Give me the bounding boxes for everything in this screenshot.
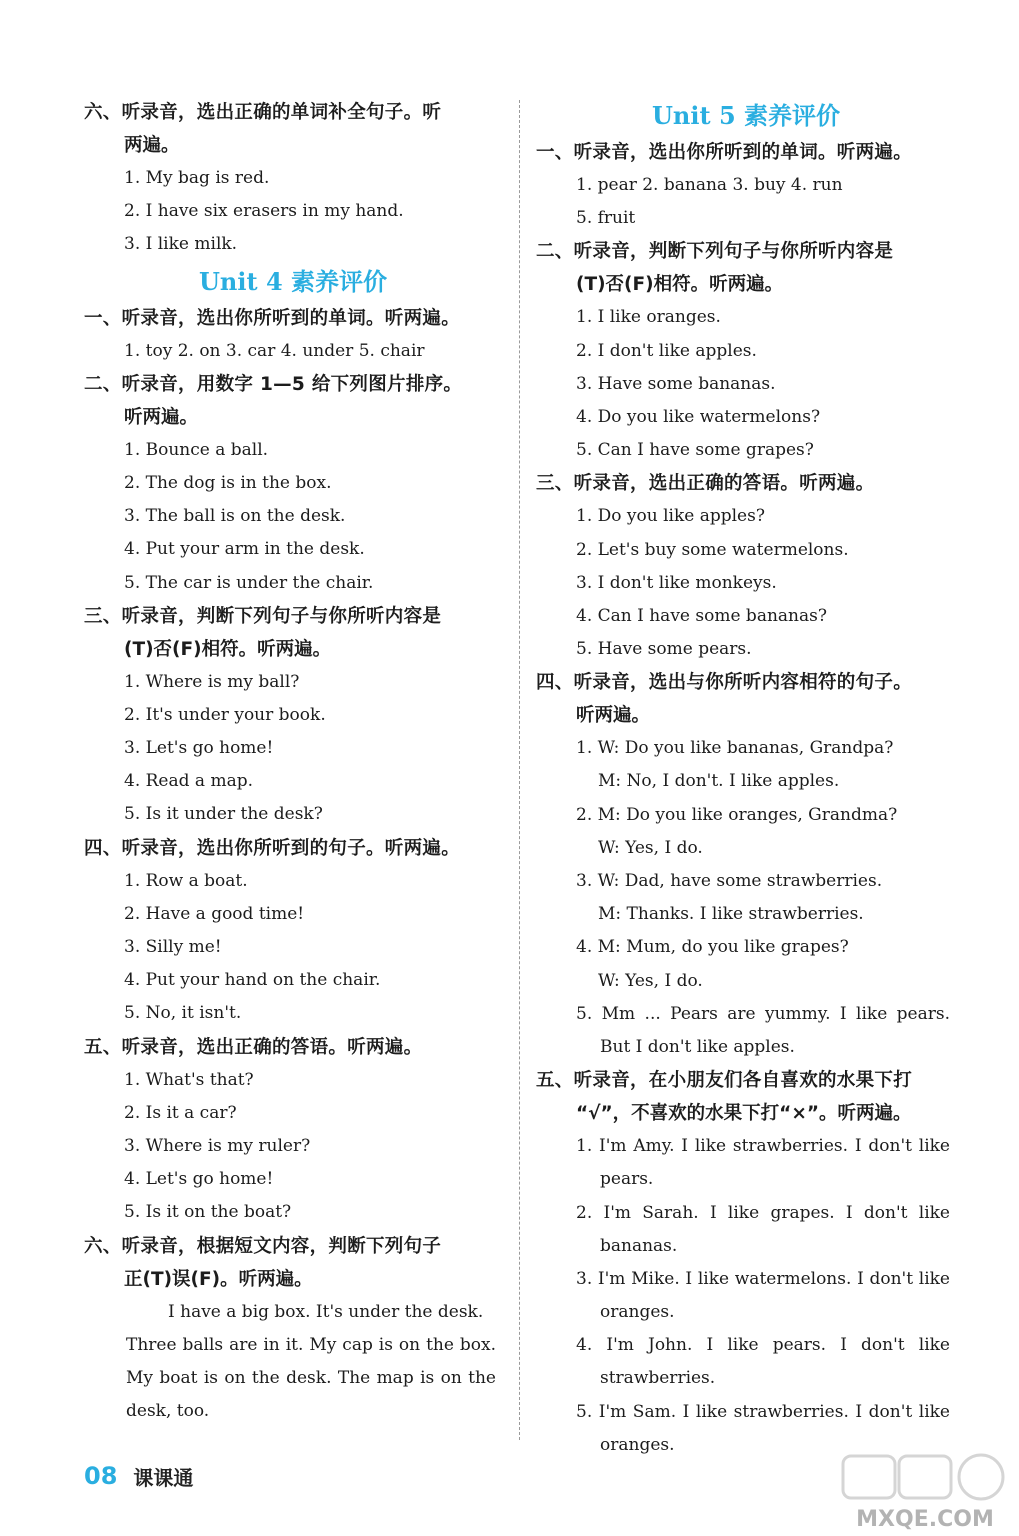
item-line: 5. No, it isn't. — [124, 1003, 242, 1024]
paragraph-line: desk, too. — [126, 1401, 210, 1422]
item-line: 2. Have a good time! — [124, 903, 305, 924]
item-line: 4. Can I have some bananas? — [576, 605, 827, 626]
section-heading-continuation: 正(T)误(F)。听两遍。 — [124, 1268, 313, 1290]
dialogue-line: M: Thanks. I like strawberries. — [598, 904, 864, 925]
item-line: 1. Where is my ball? — [124, 671, 300, 692]
paragraph-first-line: I have a big box. It's under the desk. — [168, 1301, 484, 1322]
item-line: 1. I like oranges. — [576, 307, 721, 328]
item-line: 1. W: Do you like bananas, Grandpa? — [576, 738, 894, 759]
item-line: 4. Let's go home! — [124, 1169, 274, 1190]
section-heading: 五、听录音，选出正确的答语。听两遍。 — [84, 1036, 423, 1058]
item-line: 3. W: Dad, have some strawberries. — [576, 871, 883, 891]
section-heading-continuation: “√”，不喜欢的水果下打“×”。听两遍。 — [576, 1103, 912, 1125]
item-line: 3. Where is my ruler? — [124, 1135, 311, 1156]
section-heading-continuation: (T)否(F)相符。听两遍。 — [576, 274, 784, 296]
column-divider — [519, 100, 520, 1440]
item-line: 5. Have some pears. — [576, 639, 752, 660]
item-line: 2. Let's buy some watermelons. — [576, 539, 849, 560]
section-heading: 四、听录音，选出你所听到的句子。听两遍。 — [84, 837, 461, 859]
item-continuation: strawberries. — [600, 1368, 716, 1389]
item-line: 3. Let's go home! — [124, 738, 274, 759]
item-line: 3. Have some bananas. — [576, 373, 776, 394]
item-continuation: But I don't like apples. — [600, 1036, 795, 1057]
paragraph-line: My boat is on the desk. The map is on the — [126, 1367, 496, 1388]
brand-name: 课课通 — [133, 1465, 194, 1490]
item-line: 3. I like milk. — [124, 234, 238, 255]
dialogue-line: M: No, I don't. I like apples. — [598, 771, 840, 792]
item-line: 1. My bag is red. — [124, 168, 270, 188]
item-line: 3. The ball is on the desk. — [124, 506, 346, 527]
item-continuation: oranges. — [600, 1434, 675, 1455]
paragraph-line: Three balls are in it. My cap is on the box. — [126, 1334, 496, 1355]
item-line: 5. fruit — [576, 208, 636, 229]
item-line: 2. I'm Sarah. I like grapes. I don't like — [576, 1202, 950, 1223]
item-line: 2. I have six erasers in my hand. — [124, 201, 404, 222]
item-line: 2. I don't like apples. — [576, 340, 757, 361]
section-heading-continuation: 听两遍。 — [124, 406, 199, 428]
section-heading: 五、听录音，在小朋友们各自喜欢的水果下打 — [536, 1070, 913, 1092]
item-line: 2. Is it a car? — [124, 1102, 237, 1123]
left-column — [84, 96, 502, 1428]
section-heading: 二、听录音，判断下列句子与你所听内容是 — [536, 241, 894, 263]
item-line: 2. It's under your book. — [124, 704, 326, 725]
item-continuation: pears. — [600, 1169, 654, 1190]
section-heading: 三、听录音，选出正确的答语。听两遍。 — [536, 473, 875, 495]
section-heading-continuation: 两遍。 — [124, 135, 180, 156]
section-heading: 三、听录音，判断下列句子与你所听内容是 — [84, 605, 442, 627]
item-line: 4. I'm John. I like pears. I don't like — [576, 1335, 950, 1356]
item-line: 2. M: Do you like oranges, Grandma? — [576, 804, 898, 825]
item-line: 1. pear 2. banana 3. buy 4. run — [576, 175, 843, 195]
item-line: 1. Row a boat. — [124, 870, 248, 891]
section-heading-continuation: 听两遍。 — [576, 705, 651, 727]
item-line: 4. M: Mum, do you like grapes? — [576, 937, 849, 958]
dialogue-line: W: Yes, I do. — [598, 837, 703, 858]
item-line: 1. What's that? — [124, 1069, 254, 1090]
item-continuation: oranges. — [600, 1302, 675, 1323]
section-heading: 四、听录音，选出与你所听内容相符的句子。 — [536, 672, 913, 694]
item-line: 4. Put your arm in the desk. — [124, 539, 365, 560]
right-column — [536, 96, 956, 1462]
section-heading: 二、听录音，用数字 1—5 给下列图片排序。 — [84, 373, 463, 395]
item-line: 1. toy 2. on 3. car 4. under 5. chair — [124, 340, 425, 361]
item-line: 3. I don't like monkeys. — [576, 572, 777, 593]
unit-title: Unit 5 素养评价 — [652, 101, 840, 130]
item-continuation: bananas. — [600, 1235, 678, 1256]
item-line: 5. Is it on the boat? — [124, 1202, 292, 1223]
item-line: 1. I'm Amy. I like strawberries. I don't like — [576, 1136, 950, 1157]
item-line: 2. The dog is in the box. — [124, 472, 332, 493]
unit-title: Unit 4 素养评价 — [199, 266, 387, 296]
item-line: 4. Read a map. — [124, 771, 253, 792]
item-line: 3. I'm Mike. I like watermelons. I don't like — [576, 1268, 950, 1289]
page-number: 08 — [84, 1462, 118, 1490]
section-heading: 六、听录音，选出正确的单词补全句子。听 — [84, 102, 442, 123]
item-line: 5. I'm Sam. I like strawberries. I don't like — [576, 1401, 950, 1422]
section-heading: 一、听录音，选出你所听到的单词。听两遍。 — [84, 307, 461, 329]
watermark-logo — [835, 1450, 1015, 1534]
item-line: 3. Silly me! — [124, 937, 222, 957]
section-heading-continuation: (T)否(F)相符。听两遍。 — [124, 638, 332, 660]
item-line: 5. Mm ... Pears are yummy. I like pears. — [576, 1003, 950, 1024]
section-heading: 六、听录音，根据短文内容，判断下列句子 — [84, 1235, 442, 1257]
item-line: 4. Put your hand on the chair. — [124, 970, 381, 991]
item-line: 5. Is it under the desk? — [124, 804, 323, 825]
page-footer — [84, 1456, 193, 1496]
item-line: 5. Can I have some grapes? — [576, 440, 814, 461]
item-line: 1. Bounce a ball. — [124, 439, 269, 460]
watermark-text: MXQE.COM — [856, 1507, 994, 1532]
section-heading: 一、听录音，选出你所听到的单词。听两遍。 — [536, 142, 913, 163]
item-line: 5. The car is under the chair. — [124, 572, 374, 593]
dialogue-line: W: Yes, I do. — [598, 970, 703, 991]
item-line: 1. Do you like apples? — [576, 506, 765, 527]
item-line: 4. Do you like watermelons? — [576, 406, 821, 427]
